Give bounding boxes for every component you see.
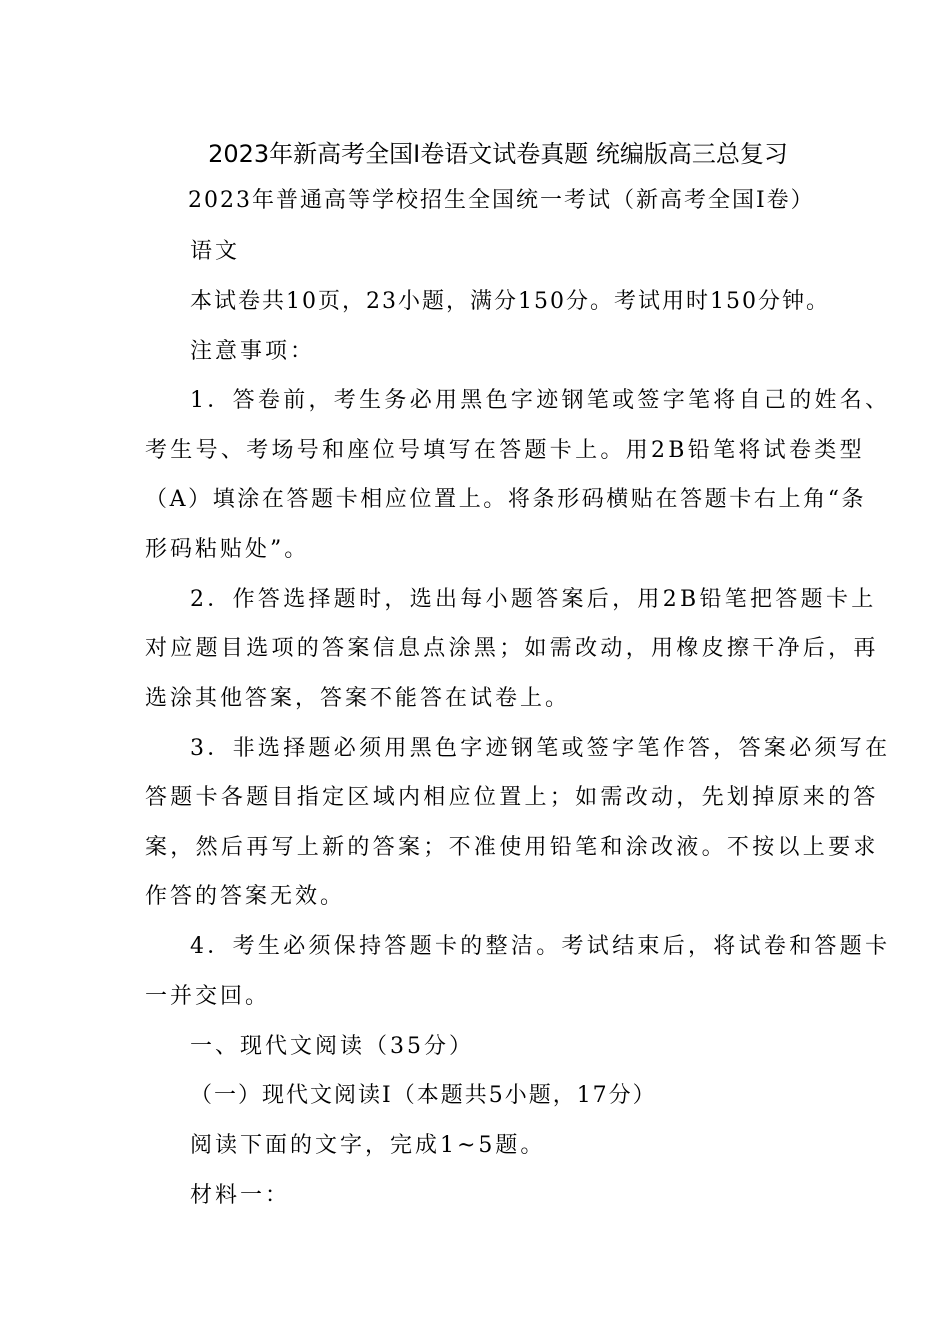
reading-instruction: 阅读下面的文字，完成1~5题。 [190, 1133, 546, 1158]
note-1-line-4: 形码粘贴处”。 [145, 537, 310, 562]
section-heading: 一、现代文阅读（35分） [190, 1034, 474, 1059]
note-2-line-3: 选涂其他答案，答案不能答在试卷上。 [145, 686, 571, 711]
exam-info: 本试卷共10页，23小题，满分150分。考试用时150分钟。 [190, 289, 830, 314]
note-3-line-2: 答题卡各题目指定区域内相应位置上；如需改动，先划掉原来的答 [145, 785, 879, 810]
notes-heading: 注意事项： [190, 339, 316, 364]
note-1-line-2: 考生号、考场号和座位号填写在答题卡上。用2B铅笔将试卷类型 [145, 438, 865, 463]
note-3-line-1: 3．非选择题必须用黑色字迹钢笔或签字笔作答，答案必须写在 [190, 736, 891, 761]
note-1-line-3: （A）填涂在答题卡相应位置上。将条形码横贴在答题卡右上角“条 [145, 487, 867, 512]
note-3-line-3: 案，然后再写上新的答案；不准使用铅笔和涂改液。不按以上要求 [145, 835, 879, 860]
subject-label: 语文 [190, 239, 241, 264]
note-1-line-1: 1．答卷前，考生务必用黑色字迹钢笔或签字笔将自己的姓名、 [190, 388, 891, 413]
note-2-line-2: 对应题目选项的答案信息点涂黑；如需改动，用橡皮擦干净后，再 [145, 636, 879, 661]
material-label: 材料一： [190, 1183, 291, 1208]
note-2-line-1: 2．作答选择题时，选出每小题答案后，用2B铅笔把答题卡上 [190, 587, 877, 612]
document-title: 2023年新高考全国Ⅰ卷语文试卷真题 统编版高三总复习 [208, 140, 788, 168]
note-4-line-1: 4．考生必须保持答题卡的整洁。考试结束后，将试卷和答题卡 [190, 934, 891, 959]
note-3-line-4: 作答的答案无效。 [145, 884, 346, 909]
exam-heading: 2023年普通高等学校招生全国统一考试（新高考全国Ⅰ卷） [188, 188, 815, 213]
subsection-heading: （一）现代文阅读Ⅰ（本题共5小题，17分） [190, 1083, 657, 1108]
note-4-line-2: 一并交回。 [145, 984, 271, 1009]
